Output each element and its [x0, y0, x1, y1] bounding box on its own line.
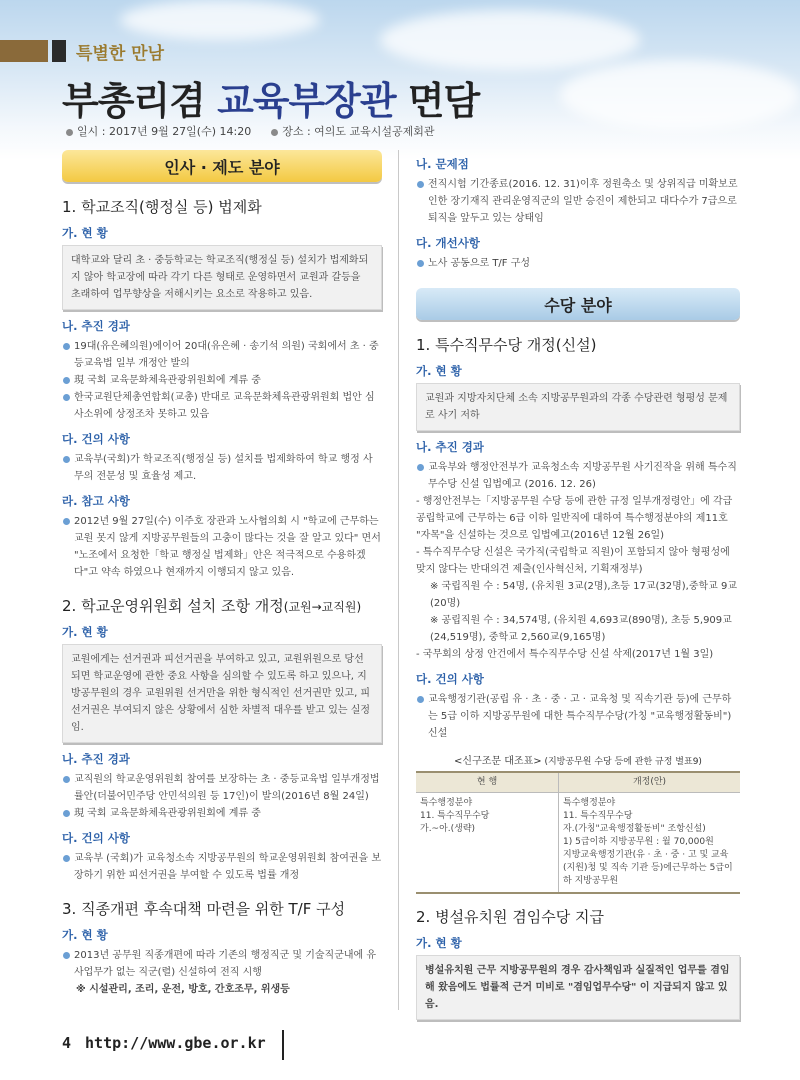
sub-heading: 가. 현 황 [416, 936, 462, 950]
list-item: 現 국회 교육문화체육관광위원회에 계류 중 [62, 805, 382, 822]
section-heading [62, 595, 382, 616]
proposal-list [416, 691, 740, 742]
cloud [380, 10, 640, 70]
list-item: 교육부(국회)가 학교조직(행정실 등) 설치를 법제화하여 학교 행정 사무의 전문성 및 효율성 제고. [62, 451, 382, 485]
list-item: 19대(유은혜의원)에이어 20대(유은혜 · 송기석 의원) 국회에서 초 · 중등교육법 일부 개정안 발의 [62, 338, 382, 372]
cloud [560, 60, 800, 130]
table-title-text: <신구조문 대조표> [454, 756, 542, 767]
meeting-place [271, 123, 434, 139]
status-box: 교원과 지방자치단체 소속 지방공무원과의 각종 수당관련 형평성 문제로 사기 저하 [416, 383, 740, 431]
table-title [416, 752, 740, 767]
sub-heading: 가. 현 황 [62, 625, 108, 639]
sub-heading: 나. 문제점 [416, 157, 469, 171]
bullet-icon [271, 129, 278, 136]
section-heading: 1. 학교조직(행정실 등) 법제화 [62, 198, 262, 216]
table-cell: 특수행정분야 11. 특수직무수당 가.~아.(생략) [416, 793, 559, 894]
sub-heading: 나. 추진 경과 [416, 440, 484, 454]
sub-heading: 가. 현 황 [62, 226, 108, 240]
proposal-list [62, 850, 382, 884]
proposal-list [62, 451, 382, 485]
title-part1: 부총리겸 [62, 78, 218, 123]
dash-text: - 국무회의 상정 안건에서 특수직무수당 신설 삭제(2017년 1월 3일) [416, 649, 714, 660]
sub-heading: 나. 추진 경과 [62, 752, 130, 766]
sub-heading: 다. 개선사항 [416, 236, 480, 250]
list-item: 노사 공동으로 T/F 구성 [416, 255, 740, 272]
list-item: 2013년 공무원 직종개편에 따라 기존의 행정직군 및 기술직군내에 유사업무가 없는 직군(렬) 신설하여 전직 시행 [62, 947, 382, 981]
dash-text: - 특수직무수당 신설은 국가직(국립학교 직원)이 포함되지 않아 형평성에 맞지 않다는 반대의견 제출(인사혁신처, 기획재정부) [416, 547, 730, 575]
problem-list [416, 176, 740, 227]
dash-text: - 행정안전부는「지방공무원 수당 등에 관한 규정 일부개정령안」에 각급 공립학교에 근무하는 6급 이하 일반직에 대하여 특수행정분야의 제11호 "자목"을 신설하는 것으로 입법예고(2016년 12월 26일) [416, 496, 733, 541]
table-title-small: (지방공무원 수당 등에 관한 규정 별표9) [541, 757, 702, 767]
footer-divider [282, 1030, 284, 1060]
list-item: 한국교원단체총연합회(교총) 반대로 교육문화체육관광위원회 법안 심사소위에 상정조차 못하고 있음 [62, 389, 382, 423]
meeting-date-text: 일시 : 2017년 9월 27일(수) 14:20 [77, 125, 252, 138]
list-item: 전직시험 기간종료(2016. 12. 31)이후 정원축소 및 상위직급 미확보로 인한 장기재직 관리운영직군의 일반 승진이 제한되고 대다수가 7급으로 퇴직을 앞두고 있는 상태임 [416, 176, 740, 227]
meeting-date [66, 123, 251, 139]
tag-bar-brown [0, 40, 48, 62]
table-row [416, 793, 740, 894]
section-tag [0, 40, 164, 62]
bullet-icon [66, 129, 73, 136]
status-box: 교원에게는 선거권과 피선거권을 부여하고 있고, 교원위원으로 당선되면 학교운영에 관한 중요 사항을 심의할 수 있도록 하고 있으나, 지방공무원의 경우 교원위원 선거만을 위한 형식적인 선거권만 있고, 피선거권은 부여되지 않은 상황에서 심한 차별적 대우를 받고 있는 실정임. [62, 644, 382, 743]
banner-personnel: 인사 · 제도 분야 [62, 150, 382, 182]
section-heading-small: (교원→교직원) [283, 600, 362, 614]
column-divider [398, 150, 399, 1010]
meeting-meta [66, 123, 435, 139]
note-text: ※ 시설관리, 조리, 운전, 방호, 간호조무, 위생등 [76, 984, 290, 995]
section-heading: 1. 특수직무수당 개정(신설) [416, 336, 597, 354]
section-heading-text: 2. 학교운영위원회 설치 조항 개정 [62, 597, 284, 615]
sub-heading: 나. 추진 경과 [62, 319, 130, 333]
footer [62, 1034, 266, 1052]
sub-heading: 가. 현 황 [62, 928, 108, 942]
footer-url[interactable]: http://www.gbe.or.kr [85, 1034, 266, 1052]
sub-heading: 다. 건의 사항 [416, 672, 484, 686]
status-box: 병설유치원 근무 지방공무원의 경우 감사책임과 실질적인 업무를 겸임해 왔음에도 법률적 근거 미비로 "겸임업무수당" 이 지급되지 않고 있음. [416, 955, 740, 1020]
list-item: 교육부와 행정안전부가 교육청소속 지방공무원 사기진작을 위해 특수직무수당 신설 입법예고 (2016. 12. 26) [416, 459, 740, 493]
list-item: 교직원의 학교운영위원회 참여를 보장하는 초 · 중등교육법 일부개정법률안(더불어민주당 안민석의원 등 17인)이 발의(2016년 8월 24일) [62, 771, 382, 805]
right-column [416, 150, 740, 1020]
table-cell: 특수행정분야 11. 특수직무수당 자.(가칭"교육행정활동비" 조항신설) 1) 5급이하 지방공무원 : 월 70,000원 지방교육행정기관(유 · 초 · 중 · 고 및 교육(지원)청 및 직속 기관 등)에근무하는 5급이하 지방공무원 [559, 793, 740, 894]
page-title [62, 70, 479, 125]
section-tag-text: 특별한 만남 [76, 43, 165, 64]
left-column [62, 150, 382, 998]
list-item: 現 국회 교육문화체육관광위원회에 계류 중 [62, 372, 382, 389]
cloud [120, 0, 320, 40]
title-part3: 면담 [395, 78, 480, 123]
progress-list [62, 771, 382, 822]
title-part2: 교육부장관 [217, 78, 396, 123]
note-text: ※ 공립직원 수 : 34,574명, (유치원 4,693교(890명), 초등 5,909교(24,519명), 중학교 2,560교(9,165명) [430, 615, 732, 643]
section-heading: 3. 직종개편 후속대책 마련을 위한 T/F 구성 [62, 900, 346, 918]
reference-list [62, 513, 382, 581]
progress-list [416, 459, 740, 493]
status-list [62, 947, 382, 981]
sub-heading: 다. 건의 사항 [62, 831, 130, 845]
list-item: 교육행정기관(공립 유 · 초 · 중 · 고 · 교육청 및 직속기관 등)에 근무하는 5급 이하 지방공무원에 대한 특수직무수당(가칭 "교육행정활동비") 신설 [416, 691, 740, 742]
status-box: 대학교와 달리 초 · 중등학교는 학교조직(행정실 등) 설치가 법제화되지 않아 학교장에 따라 각기 다른 형태로 운영하면서 교원과 갈등을 초래하여 업무향상을 저해시키는 요소로 작용하고 있음. [62, 245, 382, 310]
meeting-place-text: 장소 : 여의도 교육시설공제회관 [282, 125, 435, 138]
banner-allowance: 수당 분야 [416, 288, 740, 320]
comparison-table [416, 771, 740, 894]
improve-list [416, 255, 740, 272]
progress-list [62, 338, 382, 423]
section-heading: 2. 병설유치원 겸임수당 지급 [416, 908, 605, 926]
sub-heading: 가. 현 황 [416, 364, 462, 378]
tag-bar-dark [52, 40, 66, 62]
table-header: 현 행 [416, 772, 559, 793]
list-item: 2012년 9월 27일(수) 이주호 장관과 노사협의회 시 "학교에 근무하는 교원 못지 않게 지방공무원들의 고충이 많다는 것을 잘 알고 있다" 면서 "노조에서 요청한「학교 행정실 법제화」안은 적극적으로 수용하겠다"고 약속 하였으나 현재까지 이행되지 않고 있음. [62, 513, 382, 581]
list-item: 교육부 (국회)가 교육청소속 지방공무원의 학교운영위원회 참여권을 보장하기 위한 피선거권을 부여할 수 있도록 법률 개정 [62, 850, 382, 884]
note-text: ※ 국립직원 수 : 54명, (유치원 3교(2명),초등 17교(32명),중학교 9교(20명) [430, 581, 738, 609]
table-header-row [416, 772, 740, 793]
sub-heading: 다. 건의 사항 [62, 432, 130, 446]
sub-heading: 라. 참고 사항 [62, 494, 130, 508]
table-header: 개정(안) [559, 772, 740, 793]
page-number: 4 [62, 1034, 72, 1052]
